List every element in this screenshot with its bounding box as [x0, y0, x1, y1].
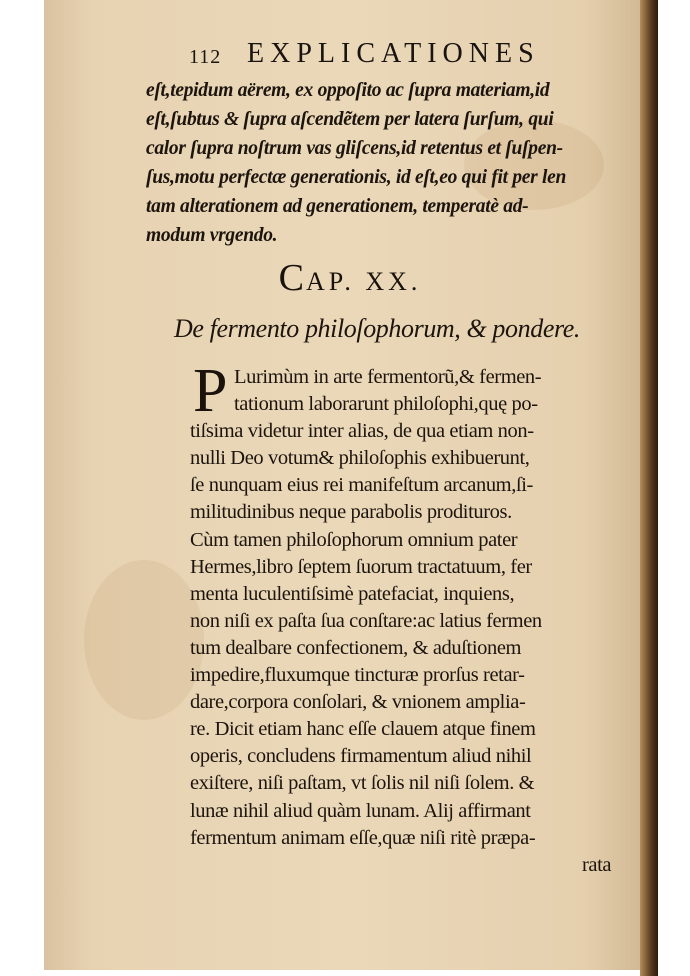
body-line: impedire,fluxumque tincturæ prorſus retar- — [190, 664, 525, 687]
body-line: fermentum animam eſſe,quæ niſi ritè præpa- — [190, 826, 536, 849]
body-line: menta luculentiſsimè patefaciat, inquiens, — [190, 582, 515, 605]
body-line: tiſsima videtur inter alias, de qua etiam non- — [190, 420, 534, 443]
chapter-initial: C — [278, 257, 306, 299]
body-line: dare,corpora conſolari, & vnionem amplia- — [190, 691, 526, 714]
italic-line: modum vrgendo. — [146, 225, 278, 246]
body-line: militudinibus neque parabolis prodituros. — [190, 501, 512, 524]
body-line: Hermes,libro ſeptem ſuorum tractatuum, fer — [190, 555, 532, 578]
page-header — [189, 38, 609, 72]
body-line: ſe nunquam eius rei manifeſtum arcanum,ſi- — [190, 474, 533, 497]
running-head: EXPLICATIONES — [247, 38, 540, 69]
chapter-heading — [44, 256, 656, 300]
italic-passage — [146, 76, 626, 250]
page-fore-edge — [640, 0, 658, 976]
body-line: exiſtere, niſi paſtam, vt ſolis nil niſi ſolem. & — [190, 772, 535, 795]
body-text — [190, 364, 630, 879]
chapter-number: AP. XX. — [305, 267, 422, 296]
italic-line: eſt,ſubtus & ſupra aſcendẽtem per latera ſurſum, qui — [146, 109, 554, 130]
italic-line: ſus,motu perfectæ generationis, id eſt,eo qui fit per len — [146, 167, 567, 188]
chapter-subtitle: De fermento philoſophorum, & pondere. — [174, 314, 580, 343]
body-line: tationum laborarunt philoſophi,quę po- — [234, 393, 538, 416]
paper-stain — [84, 560, 204, 720]
italic-line: tam alterationem ad generationem, temperatè ad- — [146, 196, 529, 217]
italic-line: calor ſupra noſtrum vas gliſcens,id retentus et ſuſpen- — [146, 138, 563, 159]
drop-cap: P — [193, 357, 228, 425]
body-line: lunæ nihil aliud quàm lunam. Alij affirmant — [190, 799, 531, 822]
body-line: tum dealbare confectionem, & aduſtionem — [190, 636, 522, 659]
body-line: operis, concludens firmamentum aliud nihil — [190, 745, 532, 768]
body-line: re. Dicit etiam hanc eſſe clauem atque finem — [190, 718, 536, 741]
book-page — [44, 0, 656, 970]
catchword: rata — [582, 853, 612, 876]
italic-line: eſt,tepidum aërem, ex oppoſito ac ſupra materiam,id — [146, 80, 550, 101]
body-line: non niſi ex paſta ſua conſtare:ac latius fermen — [190, 609, 542, 632]
body-line: Lurimùm in arte fermentorũ,& fermen- — [234, 366, 542, 388]
body-line: nulli Deo votum& philoſophis exhibuerunt, — [190, 447, 530, 470]
page-number: 112 — [189, 46, 222, 68]
body-line: Cùm tamen philoſophorum omnium pater — [190, 528, 518, 551]
